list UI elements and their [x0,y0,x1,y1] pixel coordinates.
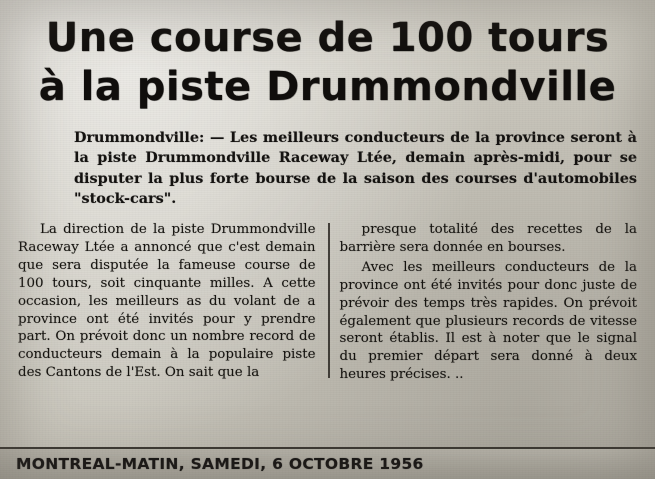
headline-line-1: Une course de 100 tours [45,15,610,61]
dateline: Drummondville: [74,128,205,146]
article-body [18,221,637,383]
article-lede [74,128,637,210]
left-column [18,221,328,383]
publication-credit: MONTREAL-MATIN, SAMEDI, 6 OCTOBRE 1956 [16,455,424,473]
right-column [340,221,638,383]
paragraph: La direction de la piste Drummondville Raceway Ltée a annoncé que c'est demain que sera disputée la fameuse course de 100 tours, soit cinquante milles. A cette occasion, les meilleurs as du volant de a province ont été invités pour y prendre part. On prévoit donc un nombre record de conducteurs demain à la populaire piste des Cantons de l'Est. On sait que la [18,222,316,381]
footer-bar [0,447,655,479]
page-title [18,16,637,110]
column-divider [328,223,330,377]
paragraph: presque totalité des recettes de la barrière sera donnée en bourses. [339,222,638,256]
paragraph: Avec les meilleurs conducteurs de la province ont été invités pour donc juste de prévoir des temps très rapides. On prévoit également que plusieurs records de vitesse seront établis. Il est à noter que le signal du premier départ sera donné à deux heures précises. .. [339,260,638,383]
headline-line-2: à la piste Drummondville [38,63,617,110]
lede-text: — Les meilleurs conducteurs de la province seront à la piste Drummondville Raceway Ltée, demain après-midi, pour se disputer la plus forte bourse de la saison des courses d'automobiles "stock-cars". [74,128,637,207]
